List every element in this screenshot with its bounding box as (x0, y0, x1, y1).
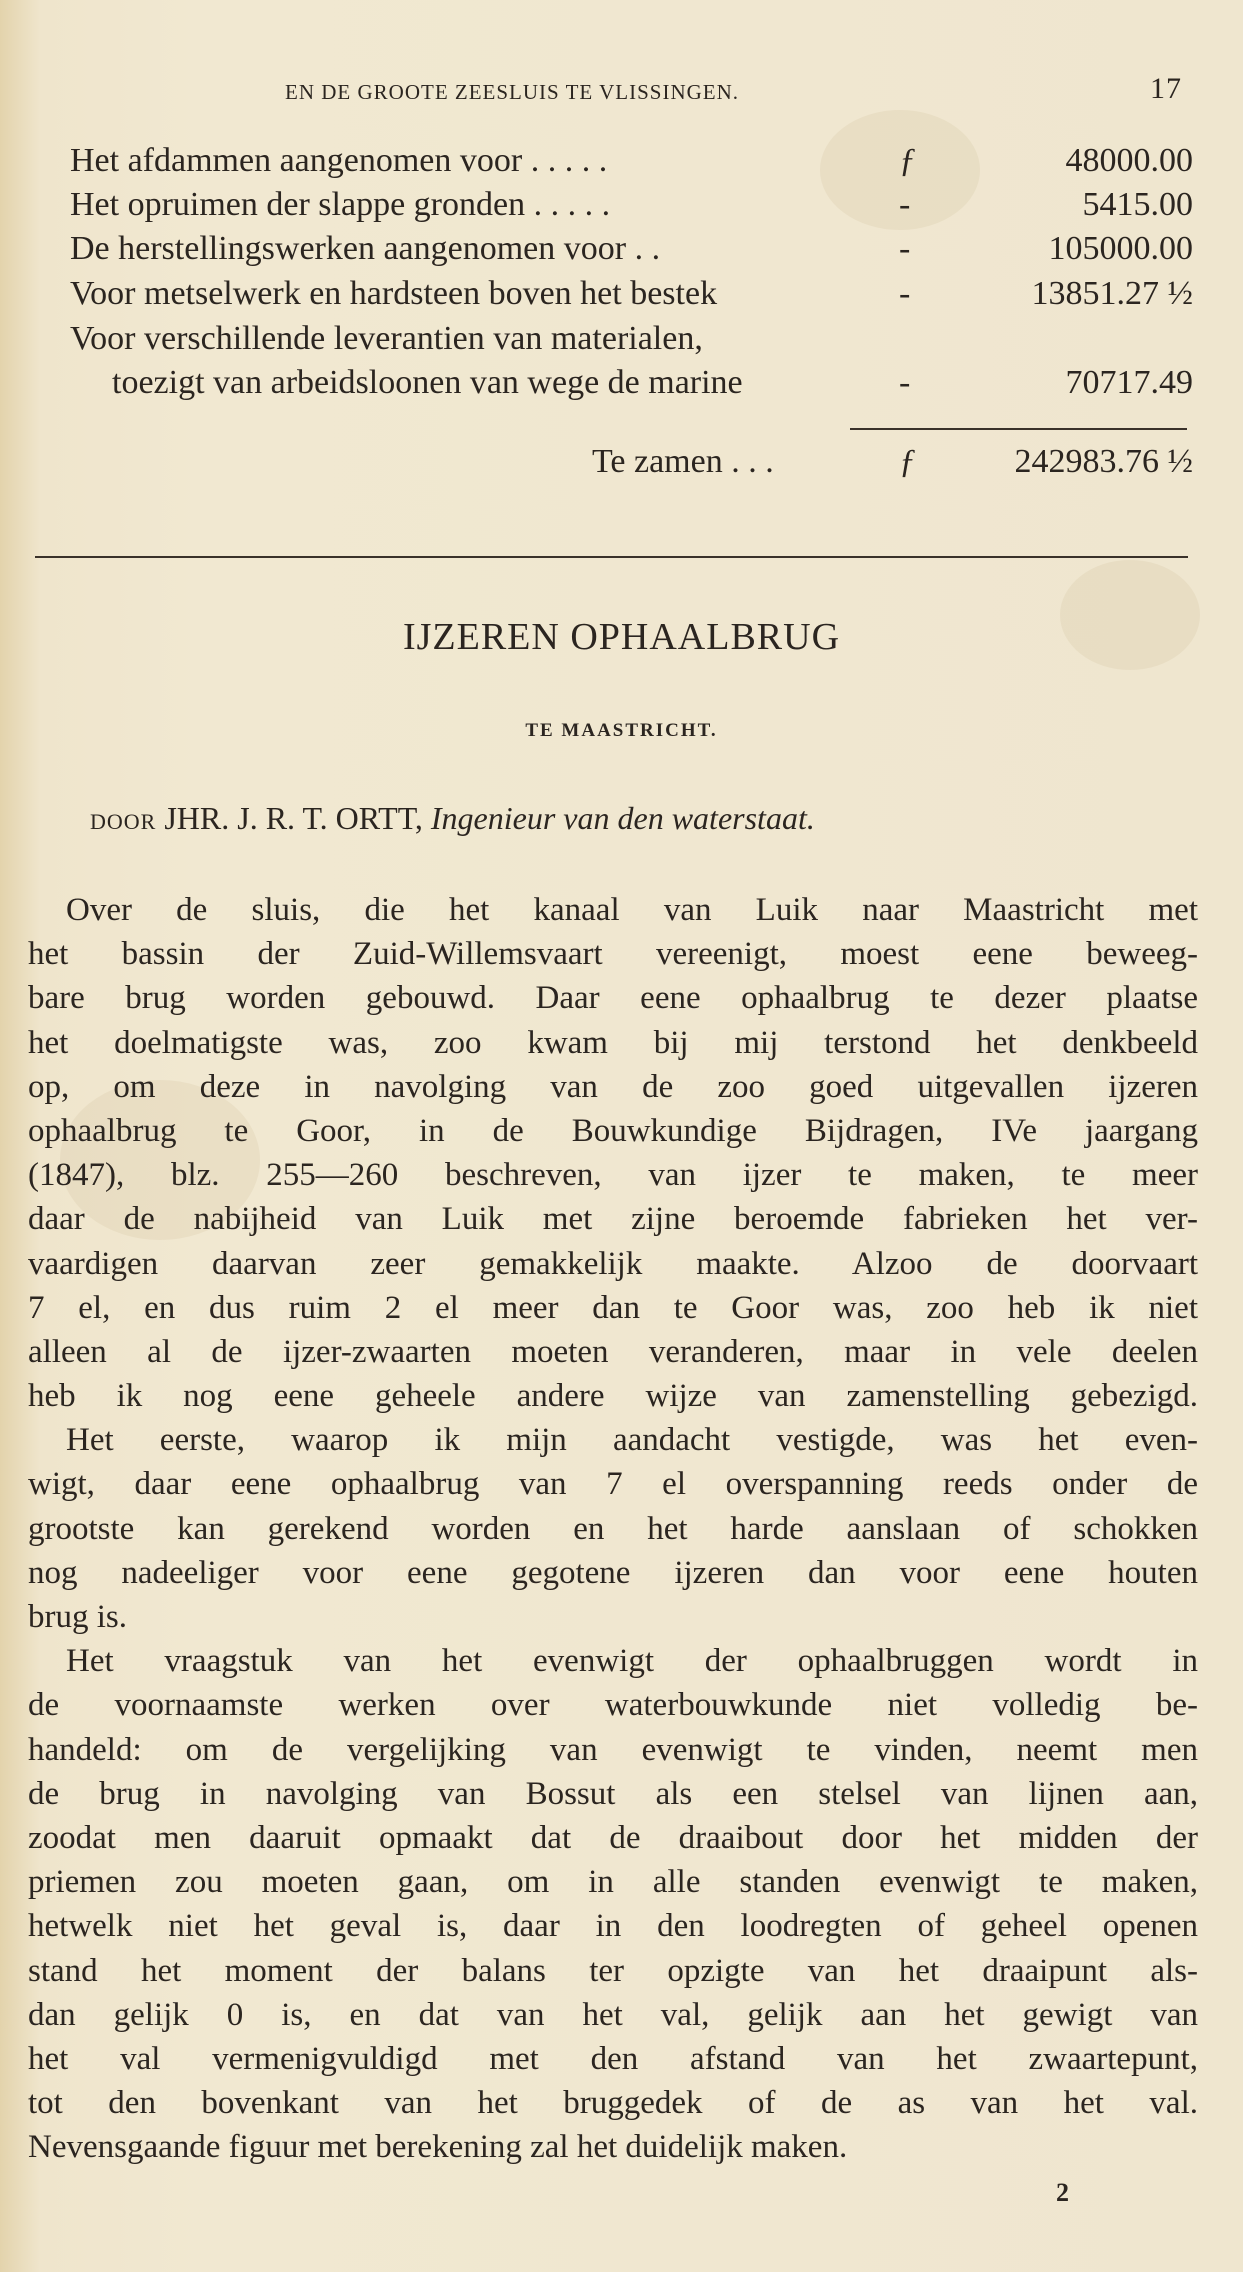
cost-row (0, 142, 1243, 186)
cost-amount: 13851.27 ½ (1031, 275, 1193, 312)
cost-currency: - (899, 275, 911, 312)
text-line: het doelmatigste was, zoo kwam bij mij terstond het denkbeeld (28, 1024, 1198, 1061)
cost-row (0, 230, 1243, 274)
cost-currency: - (899, 230, 911, 267)
text-line: de brug in navolging van Bossut als een stelsel van lijnen aan, (28, 1775, 1198, 1812)
byline-door: DOOR (90, 809, 157, 834)
text-line: zoodat men daaruit opmaakt dat de draaibout door het midden der (28, 1819, 1198, 1856)
sum-rule (850, 428, 1187, 430)
text-line: tot den bovenkant van het bruggedek of de as van het val. (28, 2085, 1198, 2122)
page-number: 17 (1150, 72, 1182, 105)
text-line: priemen zou moeten gaan, om in alle standen evenwigt te maken, (28, 1864, 1198, 1901)
cost-amount: 48000.00 (1065, 142, 1193, 179)
text-line: de voornaamste werken over waterbouwkunde niet volledig be- (28, 1687, 1198, 1724)
text-line: Het eerste, waarop ik mijn aandacht vestigde, was het even- (66, 1422, 1198, 1459)
cost-row (0, 320, 1243, 364)
section-divider (35, 556, 1188, 558)
text-line: 7 el, en dus ruim 2 el meer dan te Goor was, zoo heb ik niet (28, 1289, 1198, 1326)
cost-currency: - (899, 186, 911, 223)
text-line: wigt, daar eene ophaalbrug van 7 el overspanning reeds onder de (28, 1466, 1198, 1503)
text-line: dan gelijk 0 is, en dat van het val, gelijk aan het gewigt van (28, 1996, 1198, 2033)
text-line: nog nadeeliger voor eene gegotene ijzeren dan voor eene houten (28, 1554, 1198, 1591)
text-line: Over de sluis, die het kanaal van Luik naar Maastricht met (66, 892, 1198, 928)
text-line: Het vraagstuk van het evenwigt der ophaalbruggen wordt in (66, 1643, 1198, 1680)
text-line: Nevensgaande figuur met berekening zal het duidelijk maken. (28, 2129, 848, 2166)
total-label: Te zamen . . . (592, 443, 774, 480)
text-line: heb ik nog eene geheele andere wijze van zamenstelling gebezigd. (28, 1378, 1198, 1415)
text-line: daar de nabijheid van Luik met zijne beroemde fabrieken het ver- (28, 1201, 1198, 1238)
text-line: grootste kan gerekend worden en het harde aanslaan of schokken (28, 1510, 1198, 1547)
cost-row (0, 275, 1243, 319)
running-head-title: EN DE GROOTE ZEESLUIS TE VLISSINGEN. (285, 80, 740, 104)
article-title: IJZEREN OPHAALBRUG (402, 616, 841, 658)
cost-label: Het afdammen aangenomen voor . . . . . (70, 142, 608, 179)
text-line: het val vermenigvuldigd met den afstand van het zwaartepunt, (28, 2040, 1198, 2077)
body-text (28, 888, 1198, 2169)
total-row (0, 443, 1243, 487)
cost-amount: 5415.00 (1082, 186, 1193, 223)
total-amount: 242983.76 ½ (1014, 443, 1193, 480)
article-subtitle: TE MAASTRICHT. (525, 720, 718, 741)
cost-label: Het opruimen der slappe gronden . . . . . (70, 186, 611, 223)
text-line: hetwelk niet het geval is, daar in den loodregten of geheel openen (28, 1908, 1198, 1945)
text-line: stand het moment der balans ter opzigte van het draaipunt als- (28, 1952, 1198, 1989)
signature-mark: 2 (1056, 2178, 1069, 2207)
cost-currency: - (899, 364, 911, 401)
text-line: brug is. (28, 1599, 127, 1635)
text-line: alleen al de ijzer-zwaarten moeten veranderen, maar in vele deelen (28, 1333, 1198, 1370)
text-line: ophaalbrug te Goor, in de Bouwkundige Bijdragen, IVe jaargang (28, 1112, 1198, 1149)
text-line: vaardigen daarvan zeer gemakkelijk maakte. Alzoo de doorvaart (28, 1245, 1198, 1282)
cost-amount: 105000.00 (1048, 230, 1193, 267)
text-line: (1847), blz. 255—260 beschreven, van ijzer te maken, te meer (28, 1157, 1198, 1194)
cost-currency: ƒ (899, 142, 916, 179)
cost-row (0, 186, 1243, 230)
total-currency: ƒ (899, 443, 916, 480)
cost-label: toezigt van arbeidsloonen van wege de marine (112, 364, 743, 401)
byline-name: JHR. J. R. T. ORTT, (164, 800, 423, 836)
text-line: bare brug worden gebouwd. Daar eene ophaalbrug te dezer plaatse (28, 980, 1198, 1017)
cost-label: Voor verschillende leverantien van materialen, (70, 320, 703, 357)
cost-amount: 70717.49 (1065, 364, 1193, 401)
text-line: op, om deze in navolging van de zoo goed uitgevallen ijzeren (28, 1068, 1198, 1105)
byline (90, 800, 815, 837)
cost-label: Voor metselwerk en hardsteen boven het bestek (70, 275, 718, 312)
cost-label: De herstellingswerken aangenomen voor . . (70, 230, 661, 267)
byline-role: Ingenieur van den waterstaat. (430, 800, 815, 836)
text-line: handeld: om de vergelijking van evenwigt te vinden, neemt men (28, 1731, 1198, 1768)
cost-row (0, 364, 1243, 408)
text-line: het bassin der Zuid-Willemsvaart vereenigt, moest eene beweeg- (28, 936, 1198, 973)
